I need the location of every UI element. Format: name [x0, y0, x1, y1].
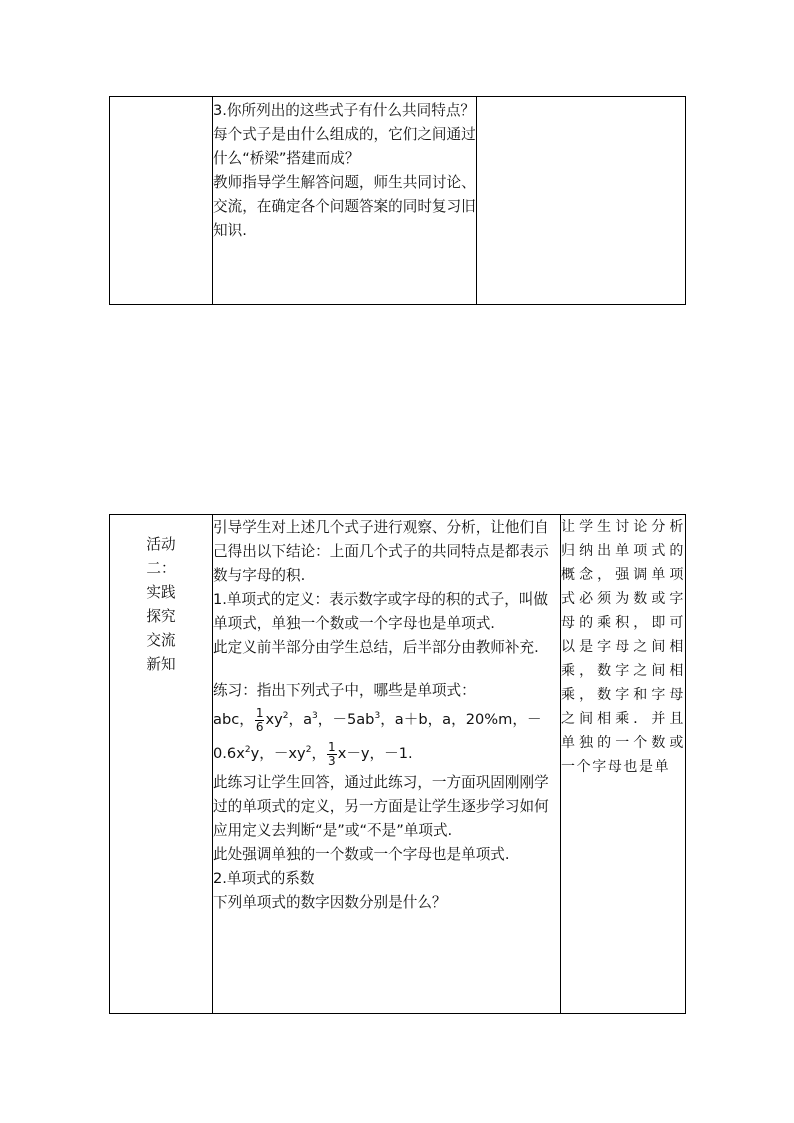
blank-line	[213, 660, 560, 679]
definition-paragraph: 1.单项式的定义：表示数字或字母的积的式子，叫做单项式，单独一个数或一个字母也是单项式.	[213, 591, 548, 632]
design-note-cell	[561, 515, 686, 1014]
design-note-text: 让学生讨论分析归纳出单项式的概念，强调单项式必须为数或字母的乘积，即可以是字母之间相乘，数字之间相乘，数字和字母之间相乘．并且单独的一个数或一个字母也是单	[561, 519, 685, 775]
emphasis-paragraph: 此处强调单独的一个数或一个字母也是单项式.	[213, 846, 510, 863]
coefficient-question: 下列单项式的数字因数分别是什么？	[213, 894, 447, 911]
design-note-cell	[477, 97, 686, 305]
completion-paragraph: 此定义前半部分由学生总结，后半部分由教师补充.	[213, 639, 539, 656]
fraction-one-sixth: $\frac{1}{6}$	[255, 705, 264, 734]
question-paragraph: 3.你所列出的这些式子有什么共同特点？每个式子是由什么组成的，它们之间通过什么“桥梁”搭建而成？	[213, 102, 476, 167]
coefficient-title: 2.单项式的系数	[213, 870, 315, 887]
activity-label-cell	[110, 515, 213, 1014]
exercise-title: 练习：指出下列式子中，哪些是单项式：	[213, 682, 476, 699]
activity-label-cell	[110, 97, 213, 305]
guidance-paragraph: 教师指导学生解答问题，师生共同讨论、交流，在确定各个问题答案的同时复习旧知识.	[213, 174, 476, 239]
teacher-activity-cell	[213, 515, 561, 1014]
intro-paragraph: 引导学生对上述几个式子进行观察、分析，让他们自己得出以下结论：上面几个式子的共同特点是都表示数与字母的积.	[213, 519, 549, 584]
fraction-one-third: $\frac{1}{3}$	[328, 739, 336, 768]
exercise-note-paragraph: 此练习让学生回答，通过此练习，一方面巩固刚刚学过的单项式的定义，另一方面是让学生逐步学习如何应用定义去判断“是”或“不是”单项式.	[213, 774, 549, 839]
exercise-expressions: abc， $\frac{1}{6}$ $xy^2$，$a^3$，$-5ab^3$，a＋b，a，20%m，$-0.6x^2y$，$-xy^2$， $\frac{1}{3}$ x－y，－1.	[213, 705, 542, 768]
activity-label: 活动 二： 实践 探究 交流 新知	[146, 536, 176, 673]
lesson-table-activity-two	[109, 514, 686, 1014]
lesson-table-continued	[109, 96, 686, 305]
teacher-activity-cell	[213, 97, 477, 305]
